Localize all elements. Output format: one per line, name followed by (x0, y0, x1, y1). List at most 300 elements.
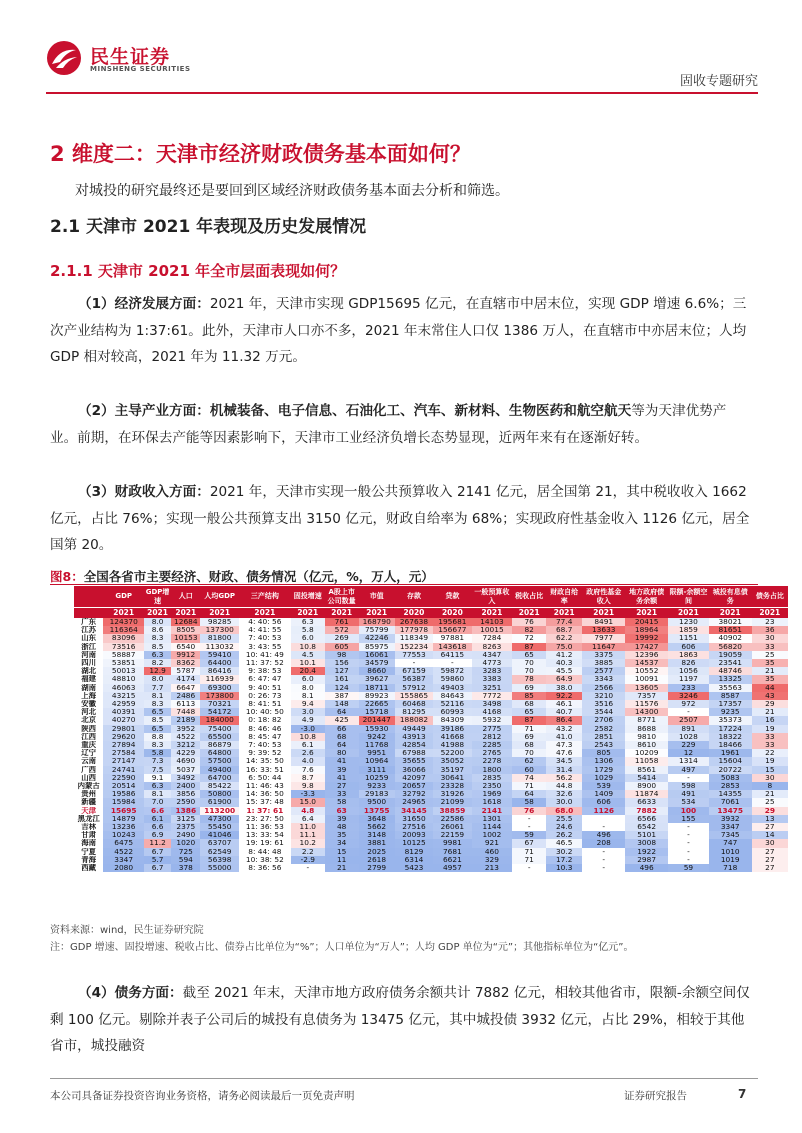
table-cell: 8.0 (144, 618, 171, 626)
table-cell: 85975 (359, 643, 395, 651)
table-cell: 4347 (472, 651, 513, 659)
table-cell: 1020 (171, 839, 200, 847)
table-cell: 168790 (359, 618, 395, 626)
paragraph-lead: （3）财政收入方面： (78, 484, 210, 500)
table-cell: 64800 (200, 749, 238, 757)
table-cell: 27 (752, 823, 788, 831)
table-cell: 747 (709, 839, 752, 847)
table-cell: 3885 (582, 659, 625, 667)
table-cell: 27894 (103, 741, 144, 749)
table-cell: 15695 (103, 807, 144, 815)
table-cell: 70 (512, 667, 546, 675)
table-cell: 143618 (433, 643, 471, 651)
table-cell: 62.2 (546, 634, 582, 642)
table-cell: 57912 (395, 684, 433, 692)
table-cell: 41.2 (546, 651, 582, 659)
table-cell: 82 (512, 626, 546, 634)
table-cell: 2577 (582, 667, 625, 675)
table-cell: 3952 (171, 725, 200, 733)
table-cell: 127 (325, 667, 359, 675)
column-year: 2021 (103, 608, 144, 619)
table-cell: 2490 (171, 831, 200, 839)
table-cell: 69 (512, 733, 546, 741)
table-cell: 19: 19: 61 (245, 839, 284, 848)
table-cell: 20657 (395, 782, 433, 790)
table-cell: 20722 (709, 766, 752, 774)
table-cell: 1056 (668, 667, 709, 675)
table-cell: 1386 (171, 807, 200, 815)
table-cell: 32792 (395, 790, 433, 798)
table-cell: 33 (752, 741, 788, 749)
table-cell: 11: 37: 52 (245, 659, 284, 668)
column-year: 2021 (325, 608, 359, 619)
table-cell (582, 815, 625, 823)
table-cell: - (687, 839, 690, 848)
table-cell: 9912 (171, 651, 200, 659)
table-cell: 6647 (171, 684, 200, 692)
table-cell: 84309 (433, 716, 471, 724)
table-cell: 4: 40: 56 (248, 618, 282, 626)
table-cell: 23541 (709, 659, 752, 667)
table-cell: 188082 (395, 716, 433, 724)
table-cell: 3212 (171, 741, 200, 749)
province-cell: 黑龙江 (77, 814, 100, 823)
table-cell: 267638 (395, 618, 433, 626)
table-row (74, 823, 788, 831)
table-cell: 826 (668, 659, 709, 667)
column-header: 税收占比 (512, 586, 546, 608)
table-cell: 73516 (103, 643, 144, 651)
table-cell: 534 (668, 798, 709, 806)
table-cell: 6.3 (291, 618, 325, 626)
table-row (74, 782, 788, 790)
table-cell: 22665 (359, 700, 395, 708)
table-cell: 805 (582, 749, 625, 757)
table-cell: 13: 33: 54 (245, 831, 284, 840)
table-cell: 14300 (625, 708, 668, 716)
table-cell: 27147 (103, 757, 144, 765)
table-cell: 14879 (103, 815, 144, 823)
table-cell: 4.0 (291, 757, 325, 765)
table-cell: 155 (668, 815, 709, 823)
table-cell: 2812 (472, 733, 513, 741)
column-header: 存款 (395, 586, 433, 608)
table-cell: 86879 (200, 741, 238, 749)
table-cell: 55450 (200, 823, 238, 831)
table-cell: 15604 (709, 757, 752, 765)
table-cell: 50800 (200, 790, 238, 798)
table-cell: 2706 (582, 716, 625, 724)
table-cell: 25 (752, 651, 788, 659)
table-cell: 21 (325, 864, 359, 872)
table-cell: - (602, 847, 606, 856)
table-cell: 86416 (200, 667, 238, 675)
table-cell: 19059 (709, 651, 752, 659)
paragraph-body: 截至 2021 年末，天津市地方政府债务余额共计 7882 亿元，相较其他省市，限额-余额空间仅剩 100 亿元。剔除并表子公司后的城投有息债务为 13475 亿元，其中城投债 3932 亿元，占比 29%，相较于其他省市，城投融资 (50, 985, 750, 1054)
column-year: 2021 (668, 608, 709, 619)
table-cell: 2400 (171, 782, 200, 790)
table-cell: 6.0 (291, 675, 325, 683)
table-cell: 19 (752, 757, 788, 765)
table-cell: 30 (752, 839, 788, 847)
table-cell: 15718 (359, 708, 395, 716)
table-cell: 27 (752, 864, 788, 872)
table-cell: 161 (325, 675, 359, 683)
table-cell: 11874 (625, 790, 668, 798)
table-cell: 35 (752, 675, 788, 683)
table-row (74, 659, 788, 667)
table-cell: 33 (752, 733, 788, 741)
table-cell: 10153 (171, 634, 200, 642)
table-cell: 33 (752, 643, 788, 651)
table-cell: 1729 (582, 766, 625, 774)
table-cell: 62549 (200, 848, 238, 856)
table-cell: 8660 (359, 667, 395, 675)
table-cell: 69 (512, 684, 546, 692)
table-cell: 98285 (200, 618, 238, 626)
table-cell: - (687, 847, 690, 856)
table-row (74, 667, 788, 675)
table-cell: -3.3 (291, 790, 325, 798)
table-cell: 6314 (395, 856, 433, 864)
table-cell: 4522 (171, 733, 200, 741)
table-cell: 8.3 (144, 741, 171, 749)
table-cell: 58887 (103, 651, 144, 659)
column-year: 2021 (752, 608, 788, 619)
table-cell: 155865 (395, 692, 433, 700)
table-cell: 6.5 (144, 725, 171, 733)
table-cell: 41.0 (546, 733, 582, 741)
table-cell: 4229 (171, 749, 200, 757)
table-cell: 3383 (472, 675, 513, 683)
table-cell: - (602, 864, 606, 873)
table-cell: 387 (325, 692, 359, 700)
table-cell: 85 (512, 692, 546, 700)
table-cell: 7772 (472, 692, 513, 700)
table-cell: 1306 (582, 757, 625, 765)
column-header (74, 586, 103, 608)
table-cell: 14 (752, 831, 788, 839)
column-year: 2021 (291, 608, 325, 619)
table-cell: 12 (668, 749, 709, 757)
table-year-row (74, 608, 788, 619)
table-row (74, 839, 788, 847)
table-cell: - (527, 864, 531, 873)
table-cell: 59410 (200, 651, 238, 659)
table-cell: 113032 (200, 643, 238, 651)
table-cell: 8.3 (144, 634, 171, 642)
column-header: A股上市公司数量 (325, 586, 359, 608)
table-cell: 8.2 (144, 659, 171, 667)
table-row (74, 831, 788, 839)
table-cell: 49400 (200, 766, 238, 774)
table-row (74, 790, 788, 798)
table-cell: 5.8 (144, 749, 171, 757)
table-cell: 30 (752, 634, 788, 642)
table-cell: 4: 41: 55 (248, 626, 282, 635)
table-cell: 42854 (395, 741, 433, 749)
table-cell: 16061 (359, 651, 395, 659)
table-cell: 85422 (200, 782, 238, 790)
table-cell: 6.7 (144, 864, 171, 872)
table-cell: 81295 (395, 708, 433, 716)
column-header: 市值 (359, 586, 395, 608)
table-cell: 8688 (625, 725, 668, 733)
table-cell: 1144 (472, 823, 513, 831)
table-row (74, 774, 788, 782)
province-cell: 河北 (74, 708, 103, 716)
table-cell: 87 (512, 716, 546, 724)
table-cell: 59860 (433, 675, 471, 683)
table-cell: 56.2 (546, 774, 582, 782)
table-cell: 0: 18: 82 (248, 716, 282, 725)
heading-level3: 2.1.1 天津市 2021 年全市层面表现如何？ (50, 262, 346, 280)
table-cell: 4168 (472, 708, 513, 716)
table-cell: 41 (325, 774, 359, 782)
column-header: 债务占比 (752, 586, 788, 608)
table-cell: 16 (752, 716, 788, 724)
table-cell: 725 (171, 848, 200, 856)
province-cell: 贵州 (74, 790, 103, 798)
table-cell: 9242 (359, 733, 395, 741)
table-cell: 22586 (433, 815, 471, 823)
table-cell: 6542 (625, 823, 668, 831)
table-cell: 29801 (103, 725, 144, 733)
table-cell: 124 (325, 684, 359, 692)
table-cell: 11.0 (291, 823, 325, 831)
table-cell: 27 (325, 782, 359, 790)
table-cell: 2851 (582, 733, 625, 741)
table-cell: 8610 (625, 741, 668, 749)
table-cell: 605 (325, 643, 359, 651)
table-cell: 42959 (103, 700, 144, 708)
column-header: GDP增速 (144, 586, 171, 608)
table-cell: 29 (752, 807, 788, 815)
table-cell: 25.5 (546, 815, 582, 823)
table-cell: 12396 (625, 651, 668, 659)
table-cell: 8.1 (301, 691, 314, 700)
table-row (74, 741, 788, 749)
header-divider (46, 92, 758, 94)
table-row (74, 766, 788, 774)
table-cell: 60 (512, 766, 546, 774)
table-cell: 7.7 (144, 684, 171, 692)
table-cell: 12.9 (144, 667, 171, 675)
table-cell: 3210 (582, 692, 625, 700)
column-year: 2021 (709, 608, 752, 619)
table-cell: 6113 (171, 700, 200, 708)
province-cell: 山东 (81, 634, 97, 643)
column-year: 2021 (625, 608, 668, 619)
table-cell: 39627 (359, 675, 395, 683)
table-cell: 48810 (103, 675, 144, 683)
table-cell: 42246 (359, 634, 395, 642)
table-cell: 5037 (171, 766, 200, 774)
footer-disclaimer: 本公司具备证券投资咨询业务资格，请务必阅读最后一页免责声明 (50, 1090, 355, 1102)
table-cell: 496 (625, 864, 668, 872)
table-cell: 3347 (103, 856, 144, 864)
table-cell: 38021 (709, 618, 752, 626)
table-cell: 606 (668, 643, 709, 651)
table-cell: 77.4 (546, 618, 582, 626)
table-cell: 17.2 (546, 856, 582, 864)
table-cell: 80 (325, 749, 359, 757)
table-cell: 6.5 (144, 708, 171, 716)
table-cell: 13 (752, 815, 788, 823)
table-cell: 81651 (709, 626, 752, 634)
column-header: 人口 (171, 586, 200, 608)
table-cell: 43215 (103, 692, 144, 700)
table-cell: - (527, 823, 531, 832)
table-cell: 29620 (103, 733, 144, 741)
table-cell: 2566 (582, 684, 625, 692)
table-cell: 8: 41: 51 (248, 700, 282, 709)
table-cell: 10552 (625, 667, 668, 675)
table-cell: 34579 (359, 659, 395, 667)
table-cell: 46.5 (546, 839, 582, 847)
table-cell: 17357 (709, 700, 752, 708)
province-cell: 广西 (81, 765, 97, 774)
table-cell: 8.3 (144, 700, 171, 708)
table-cell: 56820 (709, 643, 752, 651)
table-cell: 9.4 (291, 700, 325, 708)
table-cell: 3125 (171, 815, 200, 823)
table-row (74, 716, 788, 724)
table-cell: 27 (752, 848, 788, 856)
table-cell: 2765 (472, 749, 513, 757)
table-cell: 718 (709, 864, 752, 872)
table-cell: 1028 (668, 733, 709, 741)
table-cell: 6: 47: 47 (248, 675, 282, 684)
column-year (74, 608, 103, 619)
table-header-row (74, 586, 788, 608)
table-cell: 9: 38: 53 (248, 667, 282, 676)
table-cell: 32.6 (546, 790, 582, 798)
column-year: 2021 (171, 608, 200, 619)
table-cell: 4522 (103, 848, 144, 856)
table-cell: 68 (512, 700, 546, 708)
table-cell: 18322 (709, 733, 752, 741)
table-cell: 6566 (625, 815, 668, 823)
table-cell: 6540 (171, 643, 200, 651)
table-cell: 6.0 (291, 634, 325, 642)
table-cell: 39186 (433, 725, 471, 733)
table-cell: 20093 (395, 831, 433, 839)
table-cell: 50013 (103, 667, 144, 675)
table-cell: 9235 (709, 708, 752, 716)
table-row (74, 807, 788, 815)
table-cell: 9.8 (291, 782, 325, 790)
table-cell: 5101 (625, 831, 668, 839)
table-cell: 3111 (359, 766, 395, 774)
paragraph-bold: 机械装备、电子信息、石油化工、汽车、新材料、生物医药和航空航天 (209, 403, 632, 419)
table-row (74, 749, 788, 757)
table-cell: 43 (752, 692, 788, 700)
table-cell: 64.9 (546, 675, 582, 683)
table-cell: 2582 (582, 725, 625, 733)
table-cell: 496 (582, 831, 625, 839)
table-cell: 30.2 (546, 848, 582, 856)
table-cell: 3516 (582, 700, 625, 708)
table-cell: - (527, 814, 531, 823)
table-cell: 9233 (359, 782, 395, 790)
table-cell: 1002 (472, 831, 513, 839)
table-cell: 3498 (472, 700, 513, 708)
table-row (74, 856, 788, 864)
table-cell: 6: 50: 44 (248, 773, 282, 782)
table-cell: 35197 (433, 766, 471, 774)
table-cell: 67988 (395, 749, 433, 757)
table-cell: 46063 (103, 684, 144, 692)
table-cell: 1010 (709, 848, 752, 856)
table-cell: 17224 (709, 725, 752, 733)
table-row (74, 684, 788, 692)
table-cell: 213 (472, 864, 513, 872)
table-cell: 10125 (395, 839, 433, 847)
table-cell: 68 (325, 733, 359, 741)
province-cell: 浙江 (74, 643, 103, 651)
table-cell: 8.6 (144, 626, 171, 634)
table-cell: 65500 (200, 733, 238, 741)
figure-source: 资料来源：wind，民生证券研究院 (50, 925, 204, 936)
table-cell: 7345 (709, 831, 752, 839)
table-cell: 2141 (472, 807, 513, 815)
table-row (74, 626, 788, 634)
table-cell: 98 (325, 651, 359, 659)
table-cell: 10091 (634, 675, 659, 684)
table-cell: 3343 (582, 675, 625, 683)
table-cell: 11: 46: 43 (245, 782, 284, 791)
province-cell: 湖南 (81, 683, 97, 692)
column-header: 财政自给率 (546, 586, 582, 608)
page-header (46, 40, 758, 96)
table-cell: 8.0 (144, 675, 171, 683)
table-cell: 6.9 (144, 831, 171, 839)
table-cell: 75799 (359, 626, 395, 634)
table-cell: 3251 (472, 684, 513, 692)
column-year: 2021 (472, 608, 513, 619)
table-cell: 40.7 (546, 708, 582, 716)
table-cell: 116939 (200, 675, 238, 683)
table-cell: 598 (668, 782, 709, 790)
column-header: 一般预算收入 (472, 586, 513, 608)
table-cell: 23 (752, 618, 788, 626)
table-cell: 124370 (103, 618, 144, 626)
table-cell: - (602, 823, 606, 832)
table-cell: 8.8 (144, 733, 171, 741)
paragraph-lead: （4）债务方面： (78, 985, 183, 1001)
table-cell: 45.5 (546, 667, 582, 675)
table-cell: 2799 (359, 864, 395, 872)
table-cell: 10.8 (291, 733, 325, 741)
table-cell: 92.2 (546, 692, 582, 700)
table-cell: 2278 (472, 757, 513, 765)
column-year: 2021 (239, 608, 291, 619)
table-cell: 921 (472, 839, 513, 847)
table-cell: 7448 (171, 708, 200, 716)
paragraph-debt (50, 980, 750, 1060)
paragraph-fiscal (50, 479, 750, 559)
table-cell: 35 (752, 659, 788, 667)
table-cell: 10: 38: 52 (245, 855, 284, 864)
paragraph-body: 2021 年，天津市实现一般公共预算收入 2141 亿元，居全国第 21，其中税收收入 1662 亿元，占比 76%；实现一般公共预算支出 3150 亿元，财政自给率为 68%；实现政府性基金收入 1126 亿元，居全国第 20。 (50, 484, 750, 553)
table-cell: 26.2 (546, 831, 582, 839)
table-cell: - (687, 831, 690, 840)
column-year: 2021 (546, 608, 582, 619)
table-cell: 10.1 (291, 659, 325, 667)
column-header: 限额-余额空间 (668, 586, 709, 608)
table-cell: 41046 (200, 831, 238, 839)
